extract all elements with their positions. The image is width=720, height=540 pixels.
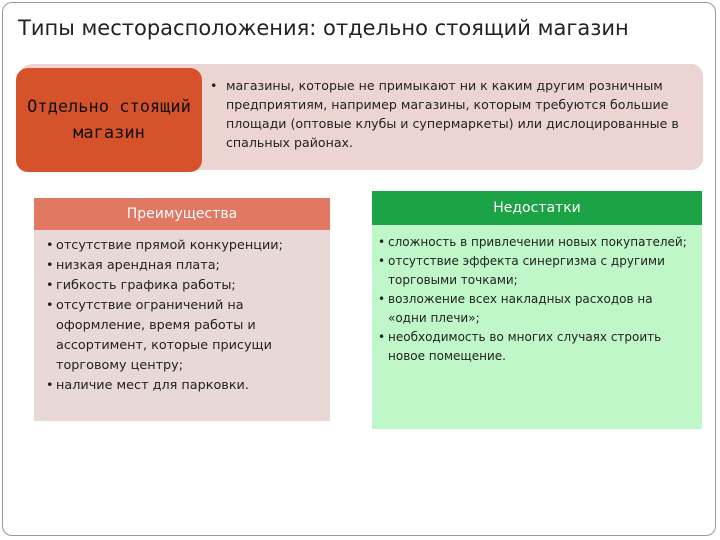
term-box: Отдельно стоящий магазин <box>16 68 202 172</box>
advantages-list <box>34 230 330 396</box>
list-item <box>46 296 324 376</box>
list-item <box>46 376 324 396</box>
list-item <box>378 290 694 328</box>
list-item-text: низкая арендная плата; <box>56 258 220 273</box>
disadvantages-panel <box>372 191 702 429</box>
list-item <box>46 276 324 296</box>
bullet-icon: • <box>46 258 54 273</box>
list-item-text: отсутствие ограничений на оформление, время работы и ассортимент, которые присущи торговому центру; <box>56 298 272 373</box>
bullet-icon: • <box>378 235 386 249</box>
list-item <box>378 233 694 252</box>
list-item <box>378 252 694 290</box>
list-item-text: отсутствие прямой конкуренции; <box>56 238 283 253</box>
list-item-text: возложение всех накладных расходов на «одни плечи»; <box>388 292 653 325</box>
list-item-text: сложность в привлечении новых покупателей; <box>388 235 687 249</box>
advantages-panel <box>34 198 330 421</box>
bullet-icon: • <box>378 254 386 268</box>
list-item-text: необходимость во многих случаях строить новое помещение. <box>388 330 662 363</box>
advantages-header: Преимущества <box>34 198 330 230</box>
definition-body: магазины, которые не примыкают ни к каким другим розничным предприятиям, например магазины, которым требуются большие площади (оптовые клубы и супермаркеты) или дислоцированные в спальных районах. <box>226 78 679 150</box>
bullet-icon: • <box>210 78 218 93</box>
bullet-icon: • <box>46 278 54 293</box>
disadvantages-header: Недостатки <box>372 191 702 225</box>
list-item <box>46 236 324 256</box>
list-item <box>46 256 324 276</box>
bullet-icon: • <box>378 330 386 344</box>
list-item-text: гибкость графика работы; <box>56 278 236 293</box>
list-item-text: отсутствие эффекта синергизма с другими торговыми точками; <box>388 254 665 287</box>
bullet-icon: • <box>46 238 54 253</box>
slide-title: Типы месторасположения: отдельно стоящий магазин <box>18 16 629 40</box>
bullet-icon: • <box>46 298 54 313</box>
bullet-icon: • <box>378 292 386 306</box>
disadvantages-list <box>372 225 702 366</box>
list-item-text: наличие мест для парковки. <box>56 378 249 393</box>
bullet-icon: • <box>46 378 54 393</box>
definition-text <box>210 76 692 152</box>
list-item <box>378 328 694 366</box>
